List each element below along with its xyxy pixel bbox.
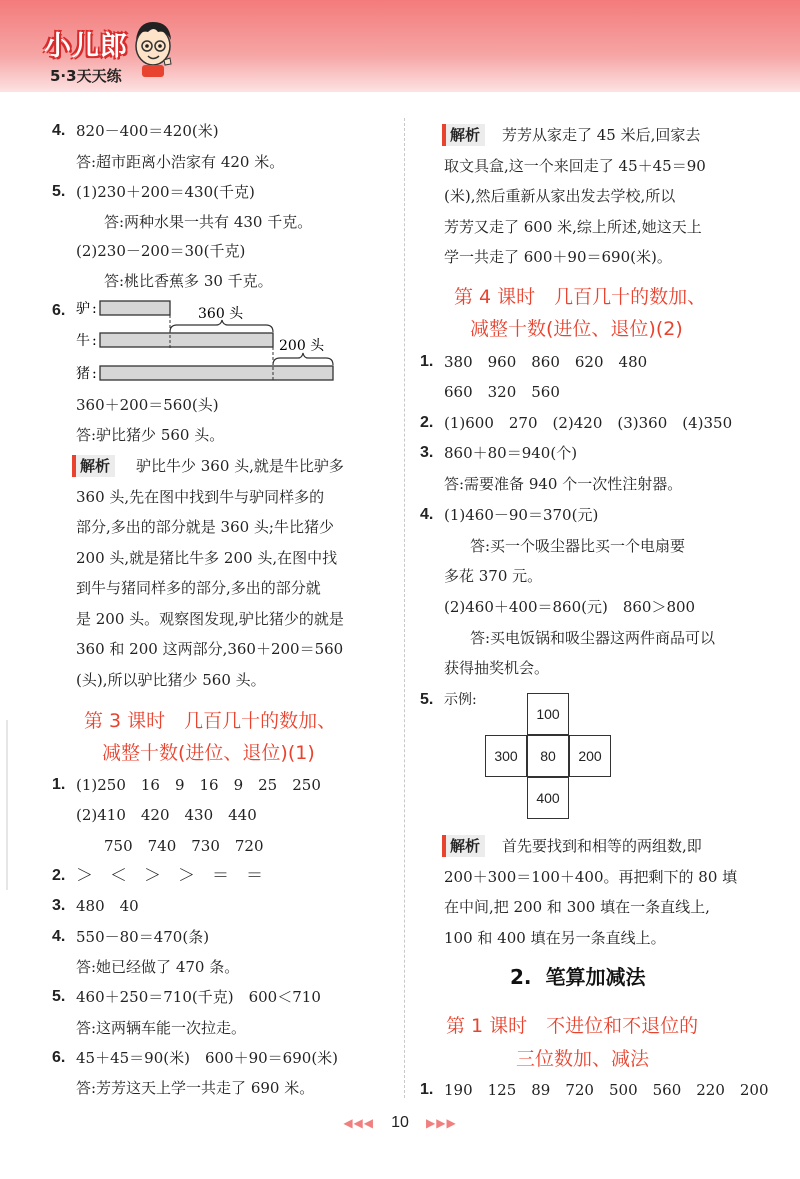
analysis-line: 芳芳又走了 600 米,综上所述,她这天上 xyxy=(444,217,702,236)
lesson1-title-line1: 第 1 课时 不进位和不退位的 xyxy=(446,1015,699,1037)
q5-number: 5. xyxy=(52,183,66,200)
l4-q1-number: 1. xyxy=(420,353,434,370)
grid-cell-right: 200 xyxy=(569,735,611,777)
l3-q5-answer: 答:这两辆车能一次拉走。 xyxy=(76,1019,247,1037)
grid-cell-bottom: 400 xyxy=(527,777,569,819)
analysis-paragraph xyxy=(444,120,764,273)
brace-label-360: 360 头 xyxy=(198,306,244,322)
bar-cow xyxy=(100,333,273,347)
l4-q4-answer2-line1: 答:买电饭锅和吸尘器这两件商品可以 xyxy=(470,629,716,647)
q5-part1: (1)230＋200＝430(千克) xyxy=(76,183,255,201)
l4-q4-answer1-line2: 多花 370 元。 xyxy=(444,567,543,585)
page-edge xyxy=(6,720,8,890)
l4-q2-values: (1)600 270 (2)420 (3)360 (4)350 xyxy=(444,414,733,432)
l4-q4-number: 4. xyxy=(420,506,434,523)
l4-q2-number: 2. xyxy=(420,414,434,431)
analysis-line: 芳芳从家走了 45 米后,回家去 xyxy=(502,126,701,144)
analysis-line: 360 和 200 这两部分,360＋200＝560 xyxy=(76,640,344,658)
analysis-line: 200＋300＝100＋400。再把剩下的 80 填 xyxy=(444,867,738,886)
l3-q2-number: 2. xyxy=(52,867,66,884)
q6-answer: 答:驴比猪少 560 头。 xyxy=(76,426,225,444)
grid-cell-top: 100 xyxy=(527,693,569,735)
q5-part2: (2)230－200＝30(千克) xyxy=(76,242,246,260)
analysis-line: (头),所以驴比猪少 560 头。 xyxy=(76,670,266,689)
l3-q4-answer: 答:她已经做了 470 条。 xyxy=(76,958,240,976)
l3-q5-equation: 460＋250＝710(千克) 600＜710 xyxy=(76,988,321,1006)
q5-answer2: 答:桃比香蕉多 30 千克。 xyxy=(104,272,273,290)
lesson4-title-line2: 减整十数(进位、退位)(2) xyxy=(470,318,683,340)
column-divider xyxy=(404,118,405,1098)
l3-q6-number: 6. xyxy=(52,1049,66,1066)
l4-q4-part1: (1)460－90＝370(元) xyxy=(444,506,599,524)
analysis-paragraph xyxy=(444,831,764,953)
brace-200 xyxy=(273,353,333,365)
analysis-line: 360 头,先在图中找到牛与驴同样多的 xyxy=(76,487,325,506)
arrows-left-icon: ◀◀◀ xyxy=(343,1116,374,1130)
page-number: 10 xyxy=(391,1114,409,1131)
l3-q1-number: 1. xyxy=(52,776,66,793)
colon: : xyxy=(92,333,97,349)
l3-q4-equation: 550－80＝470(条) xyxy=(76,928,210,946)
analysis-line: 是 200 头。观察图发现,驴比猪少的就是 xyxy=(76,609,344,628)
analysis-paragraph xyxy=(76,451,386,695)
analysis-line: 到牛与猪同样多的部分,多出的部分就 xyxy=(76,579,321,597)
l3-q3-number: 3. xyxy=(52,897,66,914)
lesson3-title-line2: 减整十数(进位、退位)(1) xyxy=(102,742,315,764)
grid-cell-center: 80 xyxy=(527,735,569,777)
analysis-line: 取文具盒,这一个来回走了 45＋45＝90 xyxy=(444,156,706,175)
analysis-line: 100 和 400 填在另一条直线上。 xyxy=(444,928,666,947)
l4-q3-number: 3. xyxy=(420,444,434,461)
brace-label-200: 200 头 xyxy=(279,338,325,354)
l4-q3-answer: 答:需要准备 940 个一次性注射器。 xyxy=(444,475,683,493)
lesson1-title-line2: 三位数加、减法 xyxy=(516,1048,650,1070)
bar-pig xyxy=(100,366,333,380)
label-pig: 猪 xyxy=(76,366,90,382)
arrows-right-icon: ▶▶▶ xyxy=(425,1116,457,1130)
l3-q2-comparisons: ＞ ＜ ＞ ＞ ＝ ＝ xyxy=(76,866,263,886)
section-title: 2. 笔算加减法 xyxy=(510,965,646,989)
l3-q1-row1: (1)250 16 9 16 9 25 250 xyxy=(76,776,321,794)
l4-q1-row2: 660 320 560 xyxy=(444,383,560,401)
analysis-line: 在中间,把 200 和 300 填在一条直线上, xyxy=(444,898,710,916)
brand-logo xyxy=(44,24,128,86)
q4-equation: 820－400＝420(米) xyxy=(76,122,219,140)
analysis-tag: 解析 xyxy=(72,455,115,477)
l4-q5-number: 5. xyxy=(420,691,434,708)
l3-q6-answer: 答:芳芳这天上学一共走了 690 米。 xyxy=(76,1079,315,1097)
l4-q1-row1: 380 960 860 620 480 xyxy=(444,353,648,371)
analysis-line: (米),然后重新从家出发去学校,所以 xyxy=(444,187,676,205)
l4-q4-answer1-line1: 答:买一个吸尘器比买一个电扇要 xyxy=(470,537,686,555)
analysis-line: 部分,多出的部分就是 360 头;牛比猪少 xyxy=(76,518,334,536)
bar-donkey xyxy=(100,301,170,315)
colon: : xyxy=(92,301,97,317)
label-donkey: 驴 xyxy=(76,301,90,317)
q6-bar-diagram xyxy=(74,294,374,388)
analysis-line: 200 头,就是猪比牛多 200 头,在图中找 xyxy=(76,548,338,567)
grid-cell-left: 300 xyxy=(485,735,527,777)
q4-answer: 答:超市距离小浩家有 420 米。 xyxy=(76,153,285,171)
series-name: 5·3天天练 xyxy=(50,67,122,85)
label-cow: 牛 xyxy=(76,333,90,349)
lesson4-title-line1: 第 4 课时 几百几十的数加、 xyxy=(454,286,707,308)
l3-q3-values: 480 40 xyxy=(76,897,139,915)
mascot-icon xyxy=(128,16,178,78)
l4-q4-answer2-line2: 获得抽奖机会。 xyxy=(444,659,550,677)
l4-q5-label: 示例: xyxy=(444,692,477,708)
s1-q1-number: 1. xyxy=(420,1081,434,1098)
q6-equation: 360＋200＝560(头) xyxy=(76,396,219,414)
brand-name: 小儿郎 xyxy=(44,31,128,62)
q4-number: 4. xyxy=(52,122,66,139)
l3-q5-number: 5. xyxy=(52,988,66,1005)
analysis-line: 驴比牛少 360 头,就是牛比驴多 xyxy=(136,457,344,475)
q6-number: 6. xyxy=(52,302,66,319)
s1-q1-values: 190 125 89 720 500 560 220 200 xyxy=(444,1081,769,1099)
l3-q6-equation: 45＋45＝90(米) 600＋90＝690(米) xyxy=(76,1049,339,1067)
l4-q3-equation: 860＋80＝940(个) xyxy=(444,444,578,462)
l3-q1-row2: (2)410 420 430 440 xyxy=(76,806,257,824)
page-footer xyxy=(0,1112,800,1132)
colon: : xyxy=(92,366,97,382)
l3-q4-number: 4. xyxy=(52,928,66,945)
analysis-tag: 解析 xyxy=(442,124,485,146)
analysis-tag: 解析 xyxy=(442,835,485,857)
page-header xyxy=(0,0,800,92)
l4-q4-part2: (2)460＋400＝860(元) 860＞800 xyxy=(444,598,696,616)
lesson3-title-line1: 第 3 课时 几百几十的数加、 xyxy=(84,710,337,732)
l3-q1-row3: 750 740 730 720 xyxy=(104,837,264,855)
analysis-line: 学一共走了 600＋90＝690(米)。 xyxy=(444,248,672,266)
analysis-line: 首先要找到和相等的两组数,即 xyxy=(502,837,702,855)
q5-answer1: 答:两种水果一共有 430 千克。 xyxy=(104,213,313,231)
